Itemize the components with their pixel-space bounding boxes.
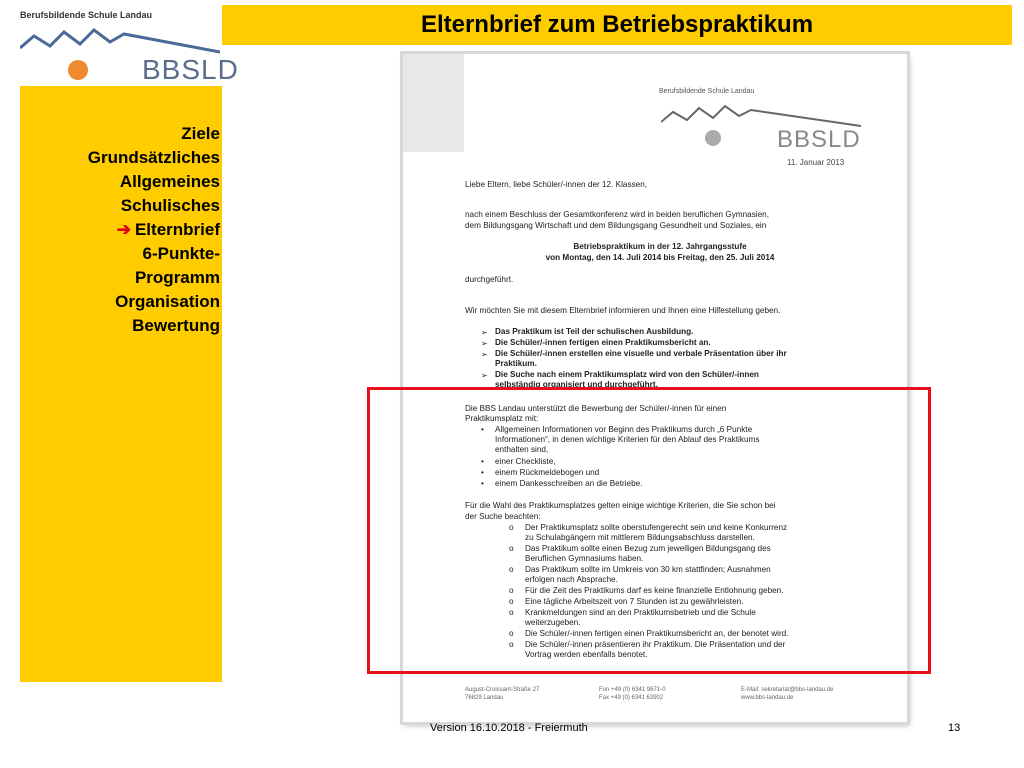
sidebar-item-label: Allgemeines	[119, 172, 220, 191]
doc-arrow-item: Die Schüler/-innen erstellen eine visuelle und verbale Präsentation über ihr	[495, 349, 787, 358]
sidebar-item-schulisches[interactable]	[88, 194, 220, 218]
doc-logo-brand: BBSLD	[777, 126, 861, 153]
doc-text: Praktikumsplatz mit:	[465, 414, 539, 423]
sidebar-item-label: 6-Punkte-	[142, 244, 220, 263]
doc-text: Für die Wahl des Praktikumsplatzes gelten einige wichtige Kriterien, die Sie schon bei	[465, 501, 776, 510]
circle-bullet-icon: o	[509, 523, 514, 532]
doc-criteria-item: weiterzugeben.	[525, 618, 581, 627]
arrow-bullet-icon: ➢	[481, 339, 488, 348]
arrow-right-icon: ➔	[116, 220, 131, 239]
arrow-bullet-icon: ➢	[481, 371, 488, 380]
doc-footer-web: www.bbs-landau.de	[741, 695, 794, 701]
sidebar	[20, 86, 222, 682]
doc-arrow-item: selbständig organisiert und durchgeführt.	[495, 380, 658, 389]
doc-footer-fax: Fax +49 (0) 6341 63902	[599, 695, 664, 701]
doc-criteria-item: Für die Zeit des Praktikums darf es keine finanzielle Entlohnung geben.	[525, 586, 784, 595]
page-number: 13	[948, 722, 961, 734]
doc-footer-phone: Fon +49 (0) 6341 9671-0	[599, 687, 666, 693]
doc-heading: Betriebspraktikum in der 12. Jahrgangsstufe	[573, 242, 747, 251]
doc-support-item: einer Checkliste,	[495, 457, 556, 466]
doc-support-item: Allgemeinen Informationen vor Beginn des Praktikums durch „6 Punkte	[495, 425, 753, 434]
sidebar-item-bewertung[interactable]	[88, 314, 220, 338]
logo-brand: BBSLD	[142, 54, 239, 85]
sidebar-item-label: Programm	[134, 268, 220, 287]
doc-criteria-item: Eine tägliche Arbeitszeit von 7 Stunden ist zu gewährleisten.	[525, 597, 744, 606]
doc-intro-line: nach einem Beschluss der Gesamtkonferenz wird in beiden beruflichen Gymnasien,	[465, 210, 770, 219]
doc-date: 11. Januar 2013	[787, 158, 845, 167]
circle-bullet-icon: o	[509, 608, 514, 617]
sidebar-item-organisation[interactable]	[88, 290, 220, 314]
doc-text: Die BBS Landau unterstützt die Bewerbung der Schüler/-innen für einen	[465, 404, 727, 413]
doc-support-item: Informationen“, in denen wichtige Kriterien für den Ablauf des Praktikums	[495, 435, 760, 444]
doc-support-item: einem Dankesschreiben an die Betriebe.	[495, 479, 643, 488]
doc-criteria-item: Das Praktikum sollte einen Bezug zum jeweiligen Bildungsgang des	[525, 544, 771, 553]
doc-text: der Suche beachten:	[465, 512, 541, 521]
doc-salutation: Liebe Eltern, liebe Schüler/-innen der 12. Klassen,	[465, 180, 648, 189]
document-corner	[403, 54, 464, 152]
circle-bullet-icon: o	[509, 565, 514, 574]
sidebar-item-label: Elternbrief	[134, 220, 220, 239]
doc-arrow-item: Die Suche nach einem Praktikumsplatz wird von den Schüler/-innen	[495, 370, 759, 379]
sidebar-item-ziele[interactable]	[88, 122, 220, 146]
arrow-bullet-icon: ➢	[481, 328, 488, 337]
school-logo	[0, 0, 239, 86]
sidebar-item-elternbrief[interactable]	[88, 218, 220, 242]
dot-bullet-icon: •	[481, 457, 484, 466]
doc-arrow-item: Das Praktikum ist Teil der schulischen Ausbildung.	[495, 327, 694, 336]
sidebar-item-label: Schulisches	[120, 196, 220, 215]
doc-support-item: enthalten sind,	[495, 445, 549, 454]
arrow-bullet-icon: ➢	[481, 350, 488, 359]
circle-bullet-icon: o	[509, 544, 514, 553]
doc-criteria-item: Die Schüler/-innen fertigen einen Praktikumsbericht an, der benotet wird.	[525, 629, 789, 638]
doc-footer-address: 76829 Landau	[465, 695, 504, 701]
circle-bullet-icon: o	[509, 640, 514, 649]
doc-criteria-item: Krankmeldungen sind an den Praktikumsbetrieb und die Schule	[525, 608, 756, 617]
sidebar-item-label: Grundsätzliches	[87, 148, 220, 167]
doc-criteria-item: Das Praktikum sollte im Umkreis von 30 km stattfinden; Ausnahmen	[525, 565, 771, 574]
doc-criteria-item: Die Schüler/-innen präsentieren ihr Praktikum. Die Präsentation und der	[525, 640, 786, 649]
doc-arrow-item: Praktikum.	[495, 359, 537, 368]
dot-bullet-icon: •	[481, 425, 484, 434]
circle-bullet-icon: o	[509, 597, 514, 606]
doc-criteria-item: zu Schulabgängern mit mittlerem Bildungsabschluss darstellen.	[525, 533, 755, 542]
sidebar-item-label: Bewertung	[132, 316, 220, 335]
page-title: Elternbrief zum Betriebspraktikum	[420, 11, 814, 38]
sidebar-item-programm[interactable]	[88, 266, 220, 290]
sidebar-item-grundsaetzliches[interactable]	[88, 146, 220, 170]
title-bar	[222, 5, 1012, 45]
highlight-frame	[367, 387, 931, 674]
doc-footer-email: E-Mail: sekretariat@bbs-landau.de	[741, 687, 834, 693]
doc-support-item: einem Rückmeldebogen und	[495, 468, 600, 477]
doc-school-name: Berufsbildende Schule Landau	[659, 88, 755, 95]
doc-intro-line: dem Bildungsgang Wirtschaft und dem Bildungsgang Gesundheit und Soziales, ein	[465, 221, 767, 230]
doc-criteria-item: Vortrag werden ebenfalls benotet.	[525, 650, 648, 659]
doc-criteria-item: Der Praktikumsplatz sollte oberstufengerecht sein und keine Konkurrenz	[525, 523, 788, 532]
dot-bullet-icon: •	[481, 468, 484, 477]
doc-criteria-item: erfolgen nach Absprache.	[525, 575, 618, 584]
circle-bullet-icon: o	[509, 586, 514, 595]
sidebar-item-allgemeines[interactable]	[88, 170, 220, 194]
doc-heading: von Montag, den 14. Juli 2014 bis Freitag, den 25. Juli 2014	[545, 253, 775, 262]
doc-footer-address: August-Croissant-Straße 27	[465, 687, 540, 693]
dot-bullet-icon: •	[481, 479, 484, 488]
logo-school-name: Berufsbildende Schule Landau	[20, 10, 153, 20]
sidebar-item-6-punkte[interactable]	[88, 242, 220, 266]
doc-criteria-item: Beruflichen Gymnasiums haben.	[525, 554, 644, 563]
sidebar-nav	[88, 122, 220, 338]
doc-text: Wir möchten Sie mit diesem Elternbrief informieren und Ihnen eine Hilfestellung geben.	[465, 306, 781, 315]
doc-text: durchgeführt.	[465, 275, 514, 284]
sidebar-item-label: Organisation	[115, 292, 220, 311]
version-label: Version 16.10.2018 - Freiermuth	[430, 722, 588, 734]
sidebar-item-label: Ziele	[181, 124, 220, 143]
doc-arrow-item: Die Schüler/-innen fertigen einen Praktikumsbericht an.	[495, 338, 711, 347]
circle-bullet-icon: o	[509, 629, 514, 638]
